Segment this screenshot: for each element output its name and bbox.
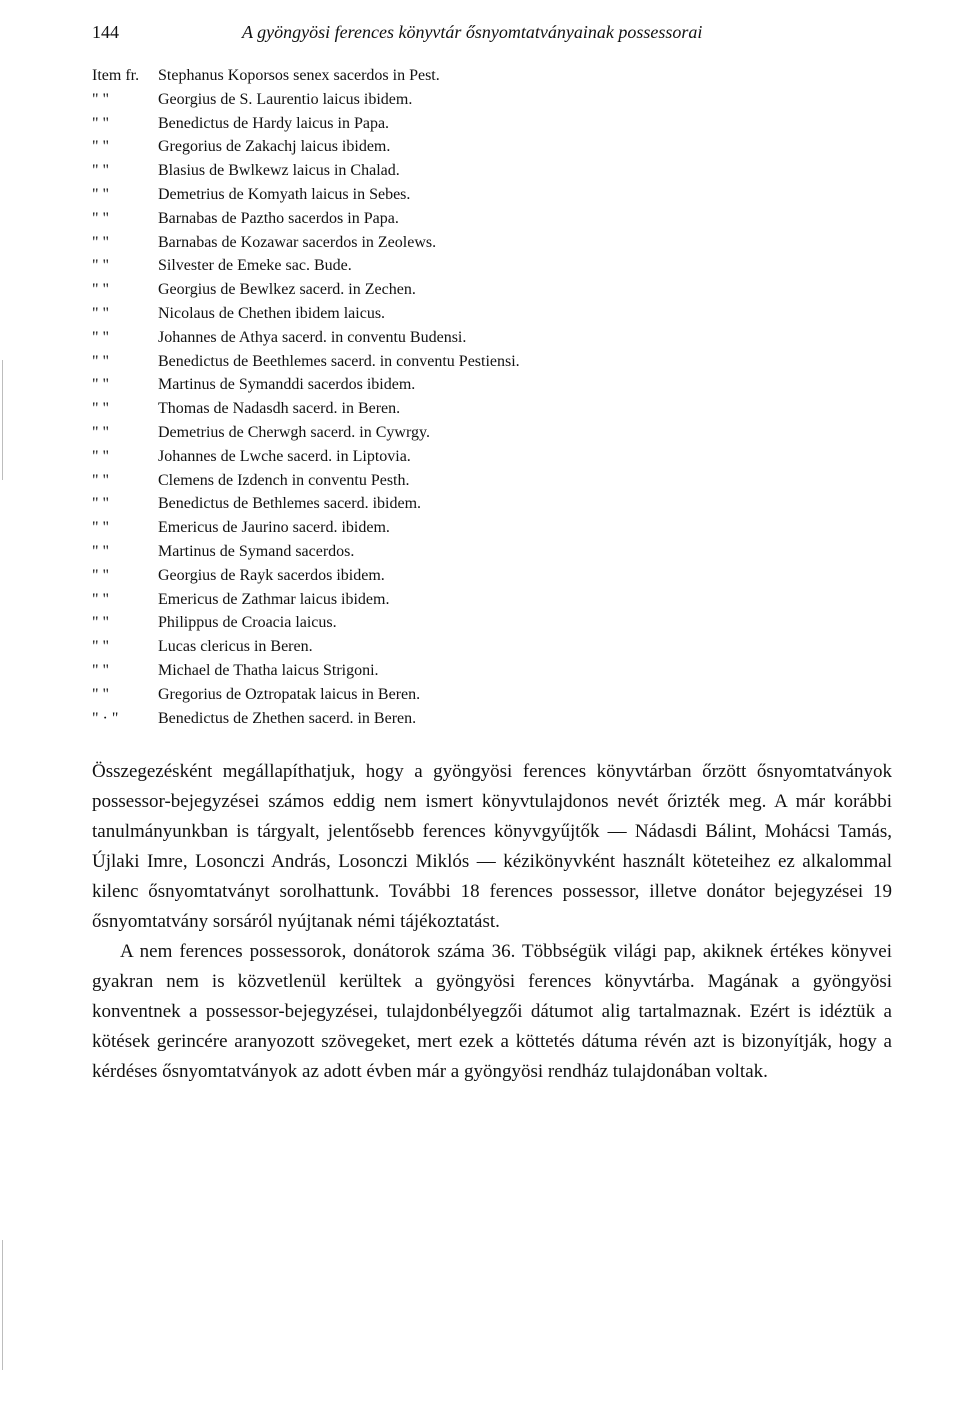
entry-lead-ditto: " ": [92, 162, 110, 180]
entry-text: Johannes de Lwche sacerd. in Liptovia.: [158, 447, 411, 465]
page-number: 144: [92, 22, 119, 42]
entry-text: Demetrius de Komyath laicus in Sebes.: [158, 185, 411, 203]
possessor-entry: [92, 635, 520, 659]
entry-text: Emericus de Jaurino sacerd. ibidem.: [158, 519, 390, 537]
entry-lead-ditto: " ": [92, 495, 110, 513]
entry-text: Georgius de Rayk sacerdos ibidem.: [158, 566, 385, 584]
entry-lead-ditto: " ": [92, 138, 110, 156]
entry-lead-ditto: " ": [92, 114, 110, 132]
entry-text: Johannes de Athya sacerd. in conventu Budensi.: [158, 328, 467, 346]
entry-lead-ditto: " ": [92, 542, 110, 560]
possessor-entry: [92, 183, 520, 207]
entry-text: Gregorius de Oztropatak laicus in Beren.: [158, 685, 421, 703]
entry-lead-ditto: " ": [92, 423, 110, 441]
possessor-entry: [92, 207, 520, 231]
entry-lead-ditto: " ": [92, 304, 110, 322]
entry-text: Thomas de Nadasdh sacerd. in Beren.: [158, 400, 401, 418]
paragraph-non-franciscan: A nem ferences possessorok, donátorok száma 36. Többségük világi pap, akiknek értékes könyvei gyakran nem is közvetlenül kerültek a gyöngyösi ferences könyvtárba. Magának a gyöngyösi konventnek a possessor-bejegyzései, tulajdonbélyegzői dátumot alig tartalmaznak. Ezért is idéztük a kötések gerincére aranyozott szövegeket, mert ezek a köttetés dátuma révén azt is bizonyítják, hogy a kérdéses ősnyomtatványok az adott évben már a gyöngyösi rendház tulajdonában voltak.: [92, 941, 892, 1082]
entry-text: Michael de Thatha laicus Strigoni.: [158, 661, 379, 679]
entry-text: Martinus de Symand sacerdos.: [158, 542, 355, 560]
entry-lead-ditto: " ": [92, 209, 110, 227]
entry-lead-ditto: " ": [92, 376, 110, 394]
possessor-entry: [92, 611, 520, 635]
entry-text: Clemens de Izdench in conventu Pesth.: [158, 471, 410, 489]
entry-lead-ditto: " ": [92, 519, 110, 537]
entry-lead-ditto: " ": [92, 471, 110, 489]
possessor-entry: [92, 588, 520, 612]
entry-text: Benedictus de Beethlemes sacerd. in conventu Pestiensi.: [158, 352, 520, 370]
possessor-entry: [92, 659, 520, 683]
margin-scan-line: [2, 1240, 3, 1370]
running-title: A gyöngyösi ferences könyvtár ősnyomtatványainak possessorai: [242, 22, 703, 42]
entry-text: Philippus de Croacia laicus.: [158, 614, 337, 632]
possessor-entry: [92, 278, 520, 302]
entry-text: Stephanus Koporsos senex sacerdos in Pest.: [158, 67, 440, 84]
possessor-entry: [92, 88, 520, 112]
entry-lead-ditto: " ": [92, 590, 110, 608]
possessor-entry: [92, 373, 520, 397]
possessor-entry: [92, 516, 520, 540]
entry-text: Emericus de Zathmar laicus ibidem.: [158, 590, 390, 608]
possessor-entry: [92, 326, 520, 350]
possessor-entry: [92, 445, 520, 469]
entry-lead-ditto: " ": [92, 685, 110, 703]
possessor-entry: [92, 421, 520, 445]
possessor-entry: [92, 159, 520, 183]
entry-lead-ditto: " ": [92, 661, 110, 679]
possessor-entry: [92, 707, 520, 731]
possessor-entry: [92, 397, 520, 421]
possessor-entry: [92, 135, 520, 159]
possessor-entry: [92, 64, 520, 88]
possessor-entry: [92, 540, 520, 564]
entry-lead-ditto: " ": [92, 185, 110, 203]
possessor-entry: [92, 231, 520, 255]
entry-text: Blasius de Bwlkewz laicus in Chalad.: [158, 162, 400, 180]
possessor-entry: [92, 350, 520, 374]
margin-scan-line: [2, 360, 3, 480]
possessor-entry-list: [92, 64, 520, 730]
entry-lead-ditto: " ": [92, 566, 110, 584]
entry-text: Gregorius de Zakachj laicus ibidem.: [158, 138, 391, 156]
page-header: [92, 20, 752, 50]
possessor-entry: [92, 683, 520, 707]
possessor-entry: [92, 254, 520, 278]
entry-text: Demetrius de Cherwgh sacerd. in Cywrgy.: [158, 423, 430, 441]
entry-lead-ditto: " ": [92, 90, 110, 108]
entry-text: Benedictus de Zhethen sacerd. in Beren.: [158, 709, 417, 727]
possessor-entry: [92, 112, 520, 136]
entry-lead-ditto: " ": [92, 638, 110, 656]
entry-lead-item: Item fr.: [92, 67, 140, 84]
entry-lead-ditto: " ": [92, 400, 110, 418]
possessor-entry: [92, 564, 520, 588]
entry-text: Barnabas de Paztho sacerdos in Papa.: [158, 209, 399, 227]
entry-lead-ditto: " ": [92, 352, 110, 370]
entry-lead-ditto: " ": [92, 447, 110, 465]
entry-text: Benedictus de Bethlemes sacerd. ibidem.: [158, 495, 422, 513]
entry-lead-ditto: " ": [92, 281, 110, 299]
entry-lead-ditto: " ": [92, 614, 110, 632]
possessor-entry: [92, 469, 520, 493]
entry-lead-ditto: " ": [92, 257, 110, 275]
entry-text: Georgius de S. Laurentio laicus ibidem.: [158, 90, 413, 108]
entry-text: Lucas clericus in Beren.: [158, 638, 313, 656]
entry-text: Georgius de Bewlkez sacerd. in Zechen.: [158, 281, 416, 299]
entry-text: Martinus de Symanddi sacerdos ibidem.: [158, 376, 416, 394]
entry-lead-ditto: " ": [92, 233, 110, 251]
entry-lead-ditto: " · ": [92, 709, 119, 727]
paragraph-summary: Összegezésként megállapíthatjuk, hogy a gyöngyösi ferences könyvtárban őrzött ősnyomtatványok possessor-bejegyzései számos eddig nem ismert könyvtulajdonos nevét őrizték meg. A már korábbi tanulmányunkban is tárgyalt, jelentősebb ferences könyvgyűjtők — Nádasdi Bálint, Mohácsi Tamás, Újlaki Imre, Losonczi András, Losonczi Miklós — kézikönyvként használt köteteihez ez alkalommal kilenc ősnyomtatványt sorolhattunk. További 18 ferences possessor, illetve donátor bejegyzései 19 ősnyomtatvány sorsáról nyújtanak némi tájékoztatást.: [92, 761, 892, 932]
entry-text: Benedictus de Hardy laicus in Papa.: [158, 114, 390, 132]
possessor-entry: [92, 302, 520, 326]
possessor-entry: [92, 492, 520, 516]
entry-text: Nicolaus de Chethen ibidem laicus.: [158, 304, 386, 322]
entry-text: Barnabas de Kozawar sacerdos in Zeolews.: [158, 233, 437, 251]
entry-lead-ditto: " ": [92, 328, 110, 346]
body-text: [92, 757, 892, 1087]
entry-text: Silvester de Emeke sac. Bude.: [158, 257, 352, 275]
